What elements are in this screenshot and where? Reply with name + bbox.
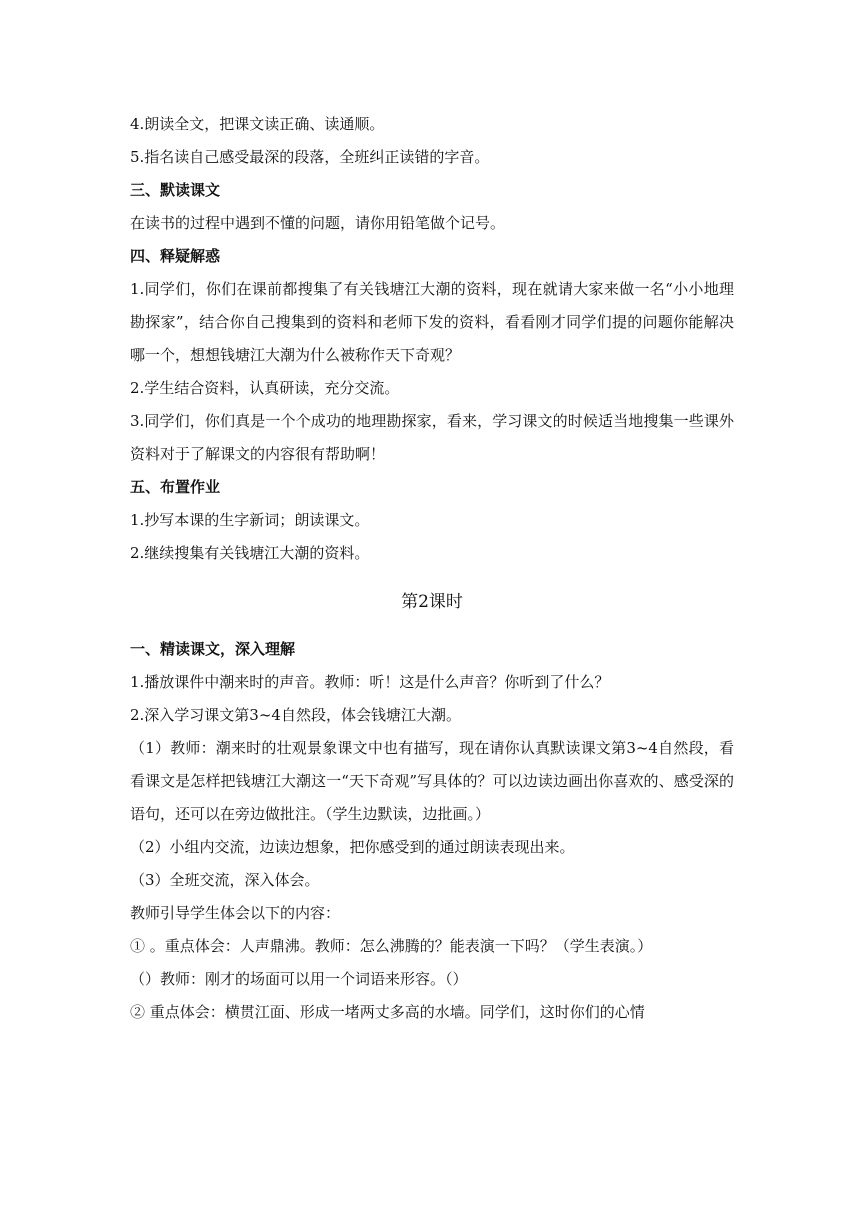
paragraph-explorer-praise: 3.同学们，你们真是一个个成功的地理勘探家，看来，学习课文的时候适当地搜集一些课外资料对于了解课文的内容很有帮助啊！ [130, 412, 734, 463]
lesson-title: 第2课时 [401, 592, 463, 612]
section-heading-resolve-doubts: 四、释疑解惑 [130, 247, 221, 265]
paragraph-discuss-materials: 2.学生结合资料，认真研读，充分交流。 [130, 379, 400, 397]
paragraph-teacher-guidance: 教师引导学生体会以下的内容： [130, 904, 341, 922]
paragraph-explorer-activity: 1.同学们，你们在课前都搜集了有关钱塘江大潮的资料，现在就请大家来做一名“小小地理勘探家”，结合你自己搜集到的资料和老师下发的资料，看看刚才同学们提的问题你能解决哪一个，想想钱塘江大潮为什么被称作天下奇观？ [130, 280, 734, 364]
paragraph-mark-questions: 在读书的过程中遇到不懂的问题，请你用铅笔做个记号。 [130, 214, 506, 232]
paragraph-homework-copy: 1.抄写本课的生字新词；朗读课文。 [130, 511, 370, 529]
paragraph-class-exchange: （3）全班交流，深入体会。 [130, 871, 320, 889]
document-body [130, 108, 734, 1029]
paragraph-study-sections: 2.深入学习课文第3~4自然段，体会钱塘江大潮。 [130, 706, 461, 724]
section-heading-close-reading: 一、精读课文，深入理解 [130, 640, 296, 658]
section-heading-silent-reading: 三、默读课文 [130, 181, 221, 199]
paragraph-teacher-description: （1）教师：潮来时的壮观景象课文中也有描写，现在请你认真默读课文第3~4自然段，看看课文是怎样把钱塘江大潮这一“天下奇观”写具体的？可以边读边画出你喜欢的、感受深的语句，还可以在旁边做批注。（学生边默读，边批画。） [130, 739, 734, 823]
paragraph-point-one: ① 。重点体会：人声鼎沸。教师：怎么沸腾的？能表演一下吗？（学生表演。） [130, 937, 653, 955]
paragraph-point-two: ② 重点体会：横贯江面、形成一堵两丈多高的水墙。同学们，这时你们的心情 [130, 1003, 645, 1021]
section-heading-homework: 五、布置作业 [130, 478, 221, 496]
paragraph-group-exchange: （2）小组内交流，边读边想象，把你感受到的通过朗读表现出来。 [130, 838, 575, 856]
paragraph-name-reading: 5.指名读自己感受最深的段落，全班纠正读错的字音。 [130, 148, 490, 166]
paragraph-teacher-scene: （）教师：刚才的场面可以用一个词语来形容。（） [130, 970, 468, 988]
paragraph-read-aloud: 4.朗读全文，把课文读正确、读通顺。 [130, 115, 385, 133]
paragraph-play-sound: 1.播放课件中潮来时的声音。教师：听！这是什么声音？你听到了什么？ [130, 673, 610, 691]
paragraph-homework-collect: 2.继续搜集有关钱塘江大潮的资料。 [130, 544, 370, 562]
